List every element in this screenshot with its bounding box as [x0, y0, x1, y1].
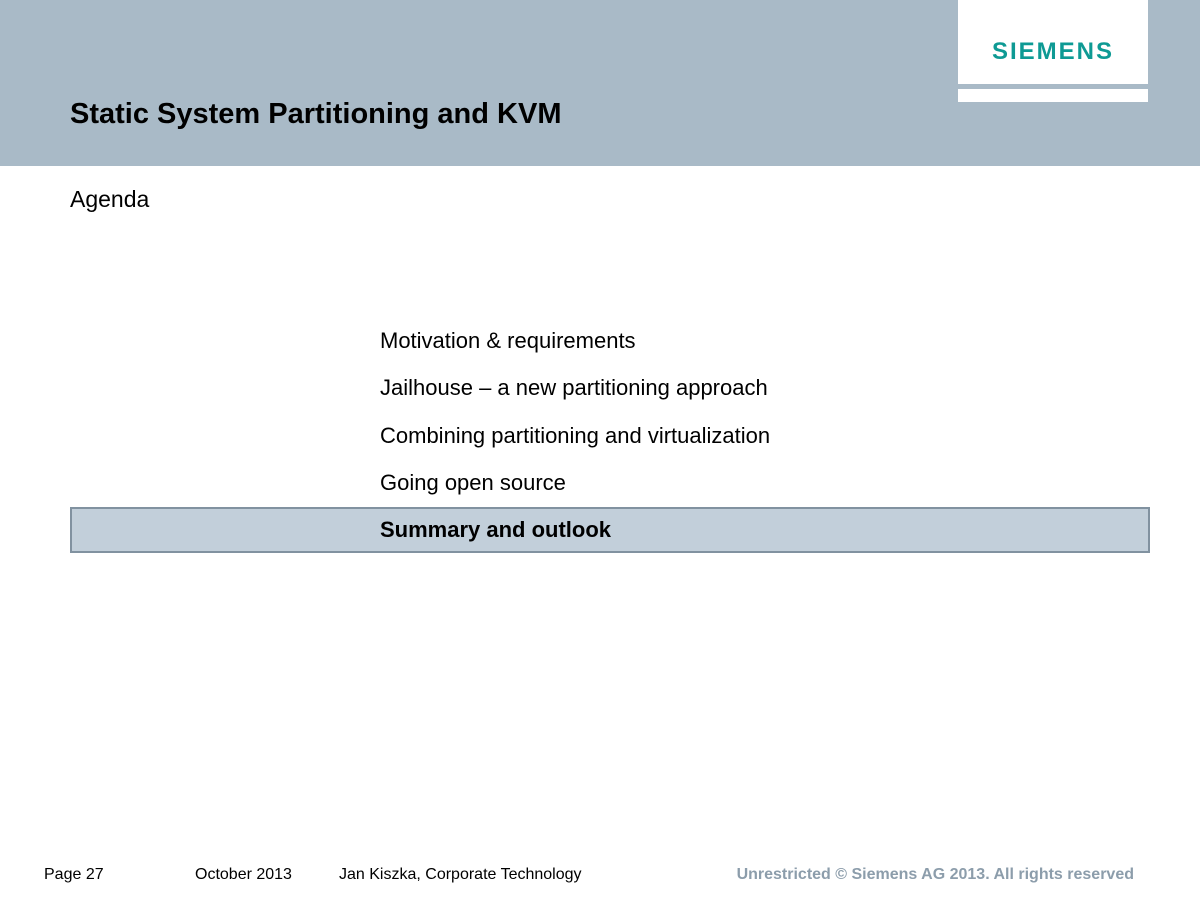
agenda-item-jailhouse: Jailhouse – a new partitioning approach	[380, 375, 768, 400]
siemens-logo-box	[958, 0, 1148, 84]
agenda-item-summary-label: Summary and outlook	[380, 517, 612, 542]
agenda-item-summary-highlight	[70, 507, 1150, 553]
footer-rights-notice: Unrestricted © Siemens AG 2013. All rights reserved	[736, 866, 1134, 883]
footer-page-number: Page 27	[44, 866, 104, 883]
footer-author: Jan Kiszka, Corporate Technology	[339, 866, 582, 883]
slide-title: Static System Partitioning and KVM	[70, 98, 562, 130]
agenda-item-motivation: Motivation & requirements	[380, 328, 636, 353]
agenda-item-combining: Combining partitioning and virtualization	[380, 423, 771, 448]
agenda-item-open-source: Going open source	[380, 470, 566, 495]
slide-subtitle: Agenda	[70, 186, 150, 212]
siemens-logo: SIEMENS	[991, 38, 1115, 65]
footer-date: October 2013	[195, 866, 292, 883]
logo-underline-strip	[958, 89, 1148, 102]
